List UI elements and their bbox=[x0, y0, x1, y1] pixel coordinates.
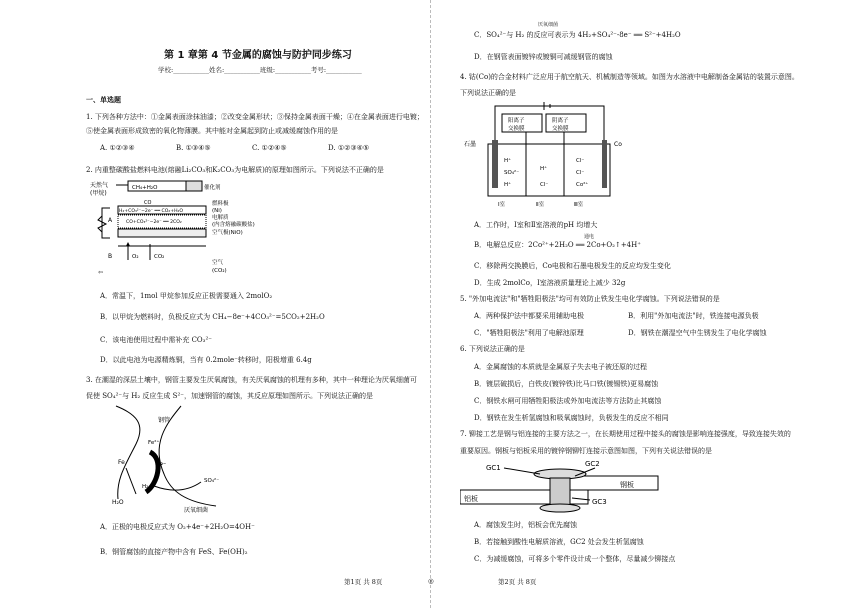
cathode-layer bbox=[118, 229, 206, 237]
rivet-diagram bbox=[460, 458, 670, 514]
co-electrode bbox=[602, 140, 607, 188]
q3-option-c[interactable]: C．SO₄²⁻与 H₂ 的反应可表示为 4H₂+SO₄²⁻-8e⁻ ══ S²⁻+4H₂O bbox=[474, 31, 681, 39]
label-gc3: GC3 bbox=[592, 498, 607, 506]
steel-plate bbox=[570, 476, 658, 490]
label-membrane2b: 交换膜 bbox=[552, 126, 569, 132]
q4-option-b[interactable]: B．电解总反应：2Co²⁺+2H₂O ══ 2Co+O₂↑+4H⁺ bbox=[474, 241, 641, 249]
q1-option-b[interactable]: B. ①③④⑤ bbox=[176, 144, 211, 152]
cathode-reaction: CO+CO₃²⁻−2e⁻ ══ 2CO₂ bbox=[126, 220, 182, 225]
ion-h-3: H⁺ bbox=[540, 166, 548, 172]
q2-option-d[interactable]: D．以此电池为电源精炼铜，当有 0.2mole⁻转移时，阳极增重 6.4g bbox=[100, 356, 312, 364]
q4-option-d[interactable]: D．生成 2molCo，Ⅰ室溶液质量理论上减少 32g bbox=[474, 279, 626, 287]
label-catalyst: 催化剂 bbox=[204, 185, 221, 191]
q1-option-a[interactable]: A. ①②③④ bbox=[100, 144, 135, 152]
q6-option-c[interactable]: C．钢铁水闸可用牺牲阳极法或外加电流法等方法防止其腐蚀 bbox=[474, 397, 662, 405]
label-aluminum: 铝板 bbox=[464, 495, 478, 503]
q1-option-d[interactable]: D. ①②③④⑤ bbox=[328, 144, 370, 152]
ion-so4: SO₄²⁻ bbox=[504, 170, 520, 176]
label-air: 空气 bbox=[212, 260, 224, 266]
q2-option-a[interactable]: A．常温下，1mol 甲烷参加反应正极需要通入 2molO₂ bbox=[100, 292, 273, 300]
label-h2: H₂ bbox=[142, 484, 149, 490]
q5-option-d[interactable]: D．钢铁在潮湿空气中生锈发生了电化学腐蚀 bbox=[628, 329, 767, 337]
ion-h-2: H⁺ bbox=[504, 182, 512, 188]
q2-option-c[interactable]: C．该电池使用过程中需补充 CO₃²⁻ bbox=[100, 336, 212, 344]
label-o2: O₂ bbox=[132, 254, 139, 260]
label-pipe: 钢管 bbox=[158, 417, 171, 424]
q1-line2: ⑤使金属表面形成致密的氧化物薄膜。其中能对金属起到防止或减缓腐蚀作用的是 bbox=[86, 127, 338, 135]
q6-option-a[interactable]: A．金属腐蚀的本质就是金属原子失去电子被还原的过程 bbox=[474, 363, 648, 371]
label-membrane1b: 交换膜 bbox=[508, 126, 525, 132]
q2-line1: 2. 内重整碳酸盐燃料电池(熔融Li₂CO₃和K₂CO₃为电解质)的原理如图所示。下列说法不正确的是 bbox=[86, 166, 384, 174]
page-number-right: 第2页 共 8页 bbox=[498, 578, 537, 586]
reformer-box-end bbox=[186, 181, 202, 191]
center-mark: ◎ bbox=[428, 577, 434, 585]
h2-arrow bbox=[154, 482, 201, 490]
q3-option-d[interactable]: D．在钢管表面镀锌或镀铜可减缓钢管的腐蚀 bbox=[474, 53, 613, 61]
label-room1: Ⅰ室 bbox=[498, 202, 506, 208]
label-fuel: 天然气 bbox=[90, 182, 109, 189]
water-arrow bbox=[126, 468, 136, 494]
gc1-leader bbox=[504, 468, 540, 474]
page-title: 第 1 章第 4 节金属的腐蚀与防护同步练习 bbox=[164, 50, 352, 61]
label-s2: S²⁻ bbox=[156, 462, 167, 469]
q5-option-a[interactable]: A．两种保护法中都要采用辅助电极 bbox=[474, 312, 585, 320]
label-molten: (内含熔融碳酸盐) bbox=[212, 222, 255, 228]
label-air-electrode: 空气极(NiO) bbox=[212, 230, 243, 236]
ion-h-1: H⁺ bbox=[504, 158, 512, 164]
q6-line1: 6. 下列说法正确的是 bbox=[460, 345, 525, 353]
label-ch4-h2o: CH₄+H₂O bbox=[132, 185, 158, 191]
student-info-line: 学校:___________姓名:___________班级:___________考号:___________ bbox=[158, 66, 362, 74]
outlet-arrow: ⇦ bbox=[98, 269, 104, 276]
label-room2: Ⅱ室 bbox=[536, 202, 545, 208]
rivet-tail bbox=[540, 504, 580, 512]
anode-reaction: H₂+CO₃²⁻−2e⁻ ══ CO₂+H₂O bbox=[119, 209, 183, 214]
q5-option-b[interactable]: B．利用"外加电流法"时，铁连接电源负极 bbox=[628, 312, 759, 320]
label-gc1: GC1 bbox=[486, 464, 501, 472]
label-ni: (Ni) bbox=[212, 208, 222, 214]
label-fe2: Fe²⁺ bbox=[148, 440, 160, 446]
label-steel: 钢板 bbox=[620, 481, 634, 489]
q7-line2: 重要原因。钢板与铝板采用的镀锌钢铆钉连接示意图如图，下列有关说法错误的是 bbox=[460, 447, 712, 455]
graphite-electrode bbox=[492, 140, 498, 188]
q1-line1: 1. 下列各种方法中：①金属表面涂抹油漆；②改变金属形状；③保持金属表面干燥；④在金属表面进行电镀； bbox=[86, 113, 424, 121]
section-heading: 一、单选题 bbox=[86, 96, 121, 104]
q4-option-c[interactable]: C．移除两交换膜后，Co电极和石墨电极发生的反应均发生变化 bbox=[474, 262, 671, 270]
ion-co2: Co²⁺ bbox=[576, 182, 589, 188]
label-gc2: GC2 bbox=[585, 460, 600, 468]
label-a: A bbox=[108, 217, 113, 224]
q4-option-a[interactable]: A．工作时，Ⅰ室和Ⅱ室溶液的pH 均增大 bbox=[474, 221, 598, 229]
q7-option-a[interactable]: A．腐蚀发生时，铝板会优先腐蚀 bbox=[474, 521, 578, 529]
fuel-cell-diagram bbox=[88, 178, 278, 282]
label-electrolyte: 电解质 bbox=[212, 215, 229, 221]
ion-cl-3: Cl⁻ bbox=[576, 170, 585, 176]
label-bacteria: 厌氧细菌 bbox=[184, 507, 209, 514]
q4-line1: 4. 钴(Co)的合金材料广泛应用于航空航天、机械制造等领域。如图为水溶液中电解制备金属钴的装置示意图。 bbox=[460, 73, 799, 81]
q6-option-b[interactable]: B．镀层破损后，白铁皮(镀锌铁)比马口铁(镀锡铁)更易腐蚀 bbox=[474, 380, 659, 388]
electrolysis-diagram bbox=[464, 100, 634, 210]
label-so4: SO₄²⁻ bbox=[204, 478, 220, 484]
q5-option-c[interactable]: C．"牺牲阳极法"利用了电解池原理 bbox=[474, 329, 584, 337]
label-membrane1: 阳离子 bbox=[508, 118, 525, 124]
label-room3: Ⅲ室 bbox=[574, 202, 584, 208]
page-number-left: 第1页 共 8页 bbox=[344, 578, 383, 586]
page-divider bbox=[430, 0, 431, 608]
label-electrode: 燃料极 bbox=[212, 201, 229, 207]
label-membrane2: 阴离子 bbox=[552, 118, 569, 124]
q3-line2: 促使 SO₄²⁻与 H₂ 反应生成 S²⁻，加速钢管的腐蚀，其反应原理如图所示。下列说法正确的是 bbox=[86, 392, 373, 400]
q3-line1: 3. 在潮湿的深层土壤中，钢管主要发生厌氧腐蚀，有关厌氧腐蚀的机理有多种，其中一种理论为厌氧细菌可 bbox=[86, 376, 417, 384]
q3-option-c-condition: 厌氧细菌 bbox=[538, 22, 559, 28]
anaerobic-corrosion-diagram bbox=[106, 404, 246, 514]
q3-option-a[interactable]: A．正极的电极反应式为 O₂+4e⁻+2H₂O=4OH⁻ bbox=[100, 523, 255, 531]
q1-option-c[interactable]: C. ①②④⑤ bbox=[252, 144, 287, 152]
ion-cl-2: Cl⁻ bbox=[576, 158, 585, 164]
soil-curve bbox=[116, 406, 140, 499]
ion-cl-1: Cl⁻ bbox=[540, 182, 549, 188]
q3-option-b[interactable]: B．钢管腐蚀的直接产物中含有 FeS、Fe(OH)₂ bbox=[100, 548, 248, 556]
q7-option-b[interactable]: B．若接触到酸性电解质溶液，GC2 处会发生析氢腐蚀 bbox=[474, 538, 644, 546]
q5-line1: 5. "外加电流法"和"牺牲阳极法"均可有效防止铁发生电化学腐蚀。下列说法错误的是 bbox=[460, 295, 720, 303]
label-air-co2: (CO₂) bbox=[212, 268, 227, 274]
label-fe: Fe bbox=[118, 459, 125, 466]
q4-option-b-condition: 通电 bbox=[584, 234, 595, 240]
q4-line2: 下列说法正确的是 bbox=[460, 89, 516, 97]
q7-option-c[interactable]: C．为减缓腐蚀，可将多个零件设计成一个整体，尽量减少铆接点 bbox=[474, 555, 676, 563]
q2-option-b[interactable]: B．以甲烷为燃料时，负极反应式为 CH₄−8e⁻+4CO₃²⁻=5CO₂+2H₂O bbox=[100, 313, 325, 321]
label-co2: CO₂ bbox=[154, 254, 165, 260]
q7-line1: 7. 铆接工艺是钢与铝连接的主要方法之一，在长期使用过程中接头的腐蚀是影响连接强度，导致连接失效的 bbox=[460, 430, 791, 438]
label-co-electrode: Co bbox=[614, 141, 622, 148]
label-graphite: 石墨 bbox=[464, 141, 477, 148]
label-b: B bbox=[108, 253, 113, 260]
q6-option-d[interactable]: D．钢铁在发生析氢腐蚀和吸氧腐蚀时，负极发生的反应不相同 bbox=[474, 414, 669, 422]
label-co: CO bbox=[144, 200, 152, 206]
label-h2o: H₂O bbox=[112, 499, 124, 506]
label-fuel-methane: (甲烷) bbox=[90, 190, 107, 197]
